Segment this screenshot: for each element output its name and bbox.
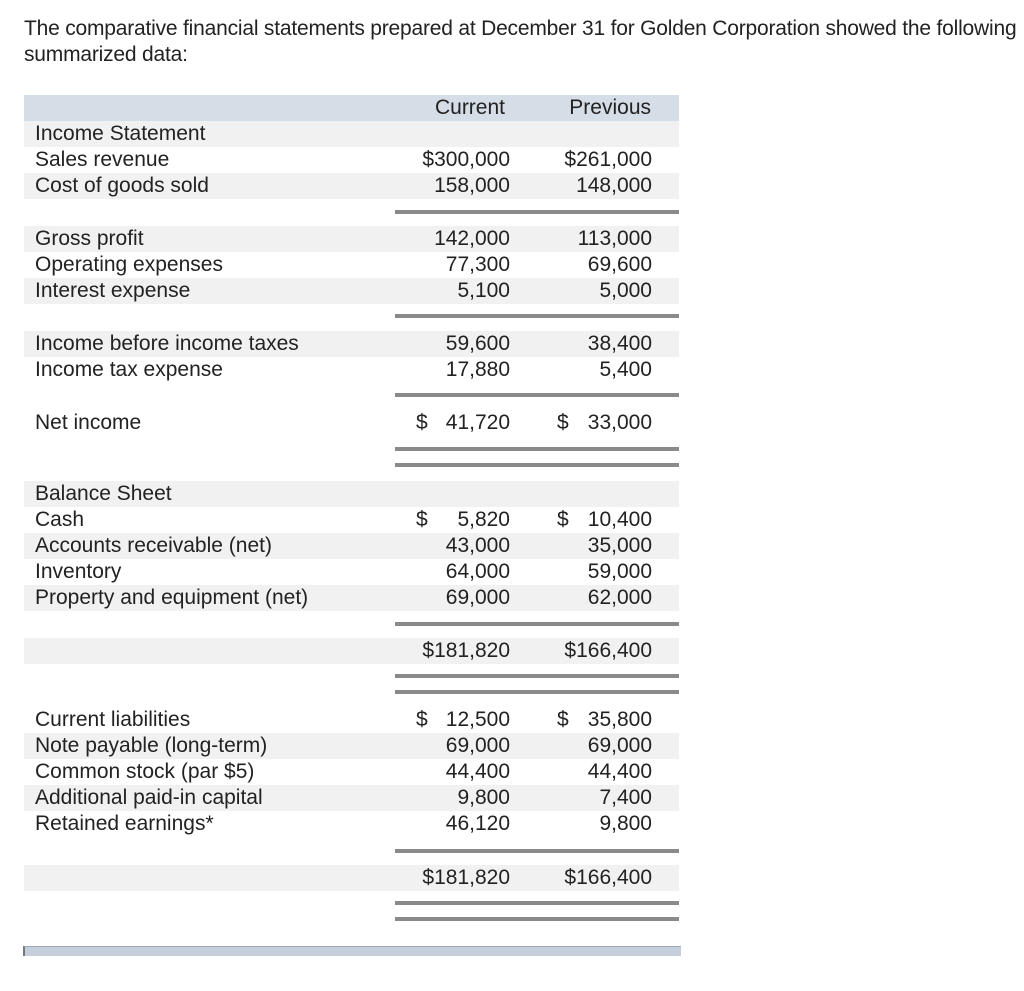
subtotal-rule [395, 622, 679, 626]
table-row-common-stock [24, 759, 679, 785]
row-label: Note payable (long-term) [35, 734, 268, 757]
table-row-additional-paid-in-capital [24, 785, 679, 811]
row-label: Inventory [35, 560, 122, 583]
value-previous: 9,800 [599, 812, 652, 835]
value-current: 12,500 [445, 708, 510, 731]
table-row-current-liabilities [24, 707, 679, 733]
value-previous: 38,400 [587, 332, 652, 355]
value-current: 44,400 [445, 760, 510, 783]
value-current: 64,000 [445, 560, 510, 583]
value-current: 46,120 [445, 812, 510, 835]
double-rule-bottom [395, 917, 679, 921]
table-row-inventory [24, 559, 679, 585]
row-label: Accounts receivable (net) [35, 534, 272, 557]
value-previous: 44,400 [587, 760, 652, 783]
table-row-note-payable [24, 733, 679, 759]
row-label: Property and equipment (net) [35, 586, 309, 609]
row-label: Current liabilities [35, 708, 191, 731]
row-label: Income Statement [35, 122, 206, 145]
table-bottom-border [23, 946, 681, 956]
value-previous: 33,000 [587, 411, 652, 434]
value-previous: 113,000 [577, 227, 652, 250]
row-label: Cash [35, 508, 85, 531]
problem-intro: The comparative financial statements prepared at December 31 for Golden Corporation showed the following summarized data: [24, 17, 1017, 66]
row-label: Retained earnings* [35, 812, 214, 835]
section-heading-balance-sheet [24, 481, 679, 507]
value-current: $300,000 [422, 148, 510, 171]
table-row-interest-expense [24, 278, 679, 304]
row-label: Income tax expense [35, 358, 223, 381]
value-previous: 148,000 [576, 174, 652, 197]
table-row-net-income [24, 410, 679, 436]
value-current: $181,820 [422, 639, 510, 662]
table-row-property-equipment [24, 585, 679, 611]
table-row-cash [24, 507, 679, 533]
value-current: 43,000 [445, 534, 510, 557]
table-row-retained-earnings [24, 811, 679, 837]
value-current: 5,100 [457, 279, 510, 302]
row-label: Cost of goods sold [35, 174, 209, 197]
table-row-total-assets [24, 638, 679, 664]
value-previous: 35,800 [587, 708, 652, 731]
subtotal-rule [395, 393, 679, 397]
value-current: 5,820 [457, 508, 510, 531]
value-current: 69,000 [445, 586, 510, 609]
value-previous: 69,000 [587, 734, 652, 757]
dollar-sign-previous: $ [557, 508, 569, 531]
value-previous: 69,600 [587, 253, 652, 276]
table-row-income-tax-expense [24, 357, 679, 383]
double-rule-top [395, 901, 679, 905]
row-label: Sales revenue [35, 148, 170, 171]
value-current: 69,000 [445, 734, 510, 757]
subtotal-rule [395, 210, 679, 214]
dollar-sign-previous: $ [557, 708, 569, 731]
value-current: 59,600 [445, 332, 510, 355]
dollar-sign-current: $ [416, 411, 428, 434]
value-current: 9,800 [457, 786, 510, 809]
table-row-total-liabilities-equity [24, 865, 679, 891]
value-current: 77,300 [445, 253, 510, 276]
value-previous: $261,000 [564, 148, 652, 171]
value-previous: 5,000 [599, 279, 652, 302]
double-rule-bottom [395, 463, 679, 467]
value-current: 41,720 [445, 411, 510, 434]
column-header-previous: Previous [569, 96, 651, 119]
row-label: Additional paid-in capital [35, 786, 263, 809]
row-label: Gross profit [35, 227, 144, 250]
value-previous: 59,000 [587, 560, 652, 583]
section-heading-income-statement [24, 121, 679, 147]
subtotal-rule [395, 849, 679, 853]
value-current: 142,000 [434, 227, 510, 250]
table-row-operating-expenses [24, 252, 679, 278]
value-previous: 10,400 [587, 508, 652, 531]
row-label: Net income [35, 411, 142, 434]
value-previous: 7,400 [599, 786, 652, 809]
double-rule-top [395, 447, 679, 451]
double-rule-bottom [395, 690, 679, 694]
table-row-sales-revenue [24, 147, 679, 173]
value-previous: $166,400 [564, 866, 652, 889]
value-previous: 62,000 [587, 586, 652, 609]
value-current: $181,820 [422, 866, 510, 889]
row-label: Operating expenses [35, 253, 223, 276]
table-row-gross-profit [24, 226, 679, 252]
row-label: Interest expense [35, 279, 191, 302]
double-rule-top [395, 674, 679, 678]
row-label: Balance Sheet [35, 482, 172, 505]
row-label: Income before income taxes [35, 332, 299, 355]
table-row-accounts-receivable [24, 533, 679, 559]
value-previous: 35,000 [587, 534, 652, 557]
subtotal-rule [395, 314, 679, 318]
table-row-income-before-taxes [24, 331, 679, 357]
dollar-sign-current: $ [416, 708, 428, 731]
value-current: 17,880 [445, 358, 510, 381]
column-header-current: Current [434, 96, 505, 119]
value-previous: $166,400 [564, 639, 652, 662]
dollar-sign-previous: $ [557, 411, 569, 434]
dollar-sign-current: $ [416, 508, 428, 531]
value-current: 158,000 [434, 174, 510, 197]
table-row-cost-of-goods-sold [24, 173, 679, 199]
value-previous: 5,400 [599, 358, 652, 381]
row-label: Common stock (par $5) [35, 760, 255, 783]
